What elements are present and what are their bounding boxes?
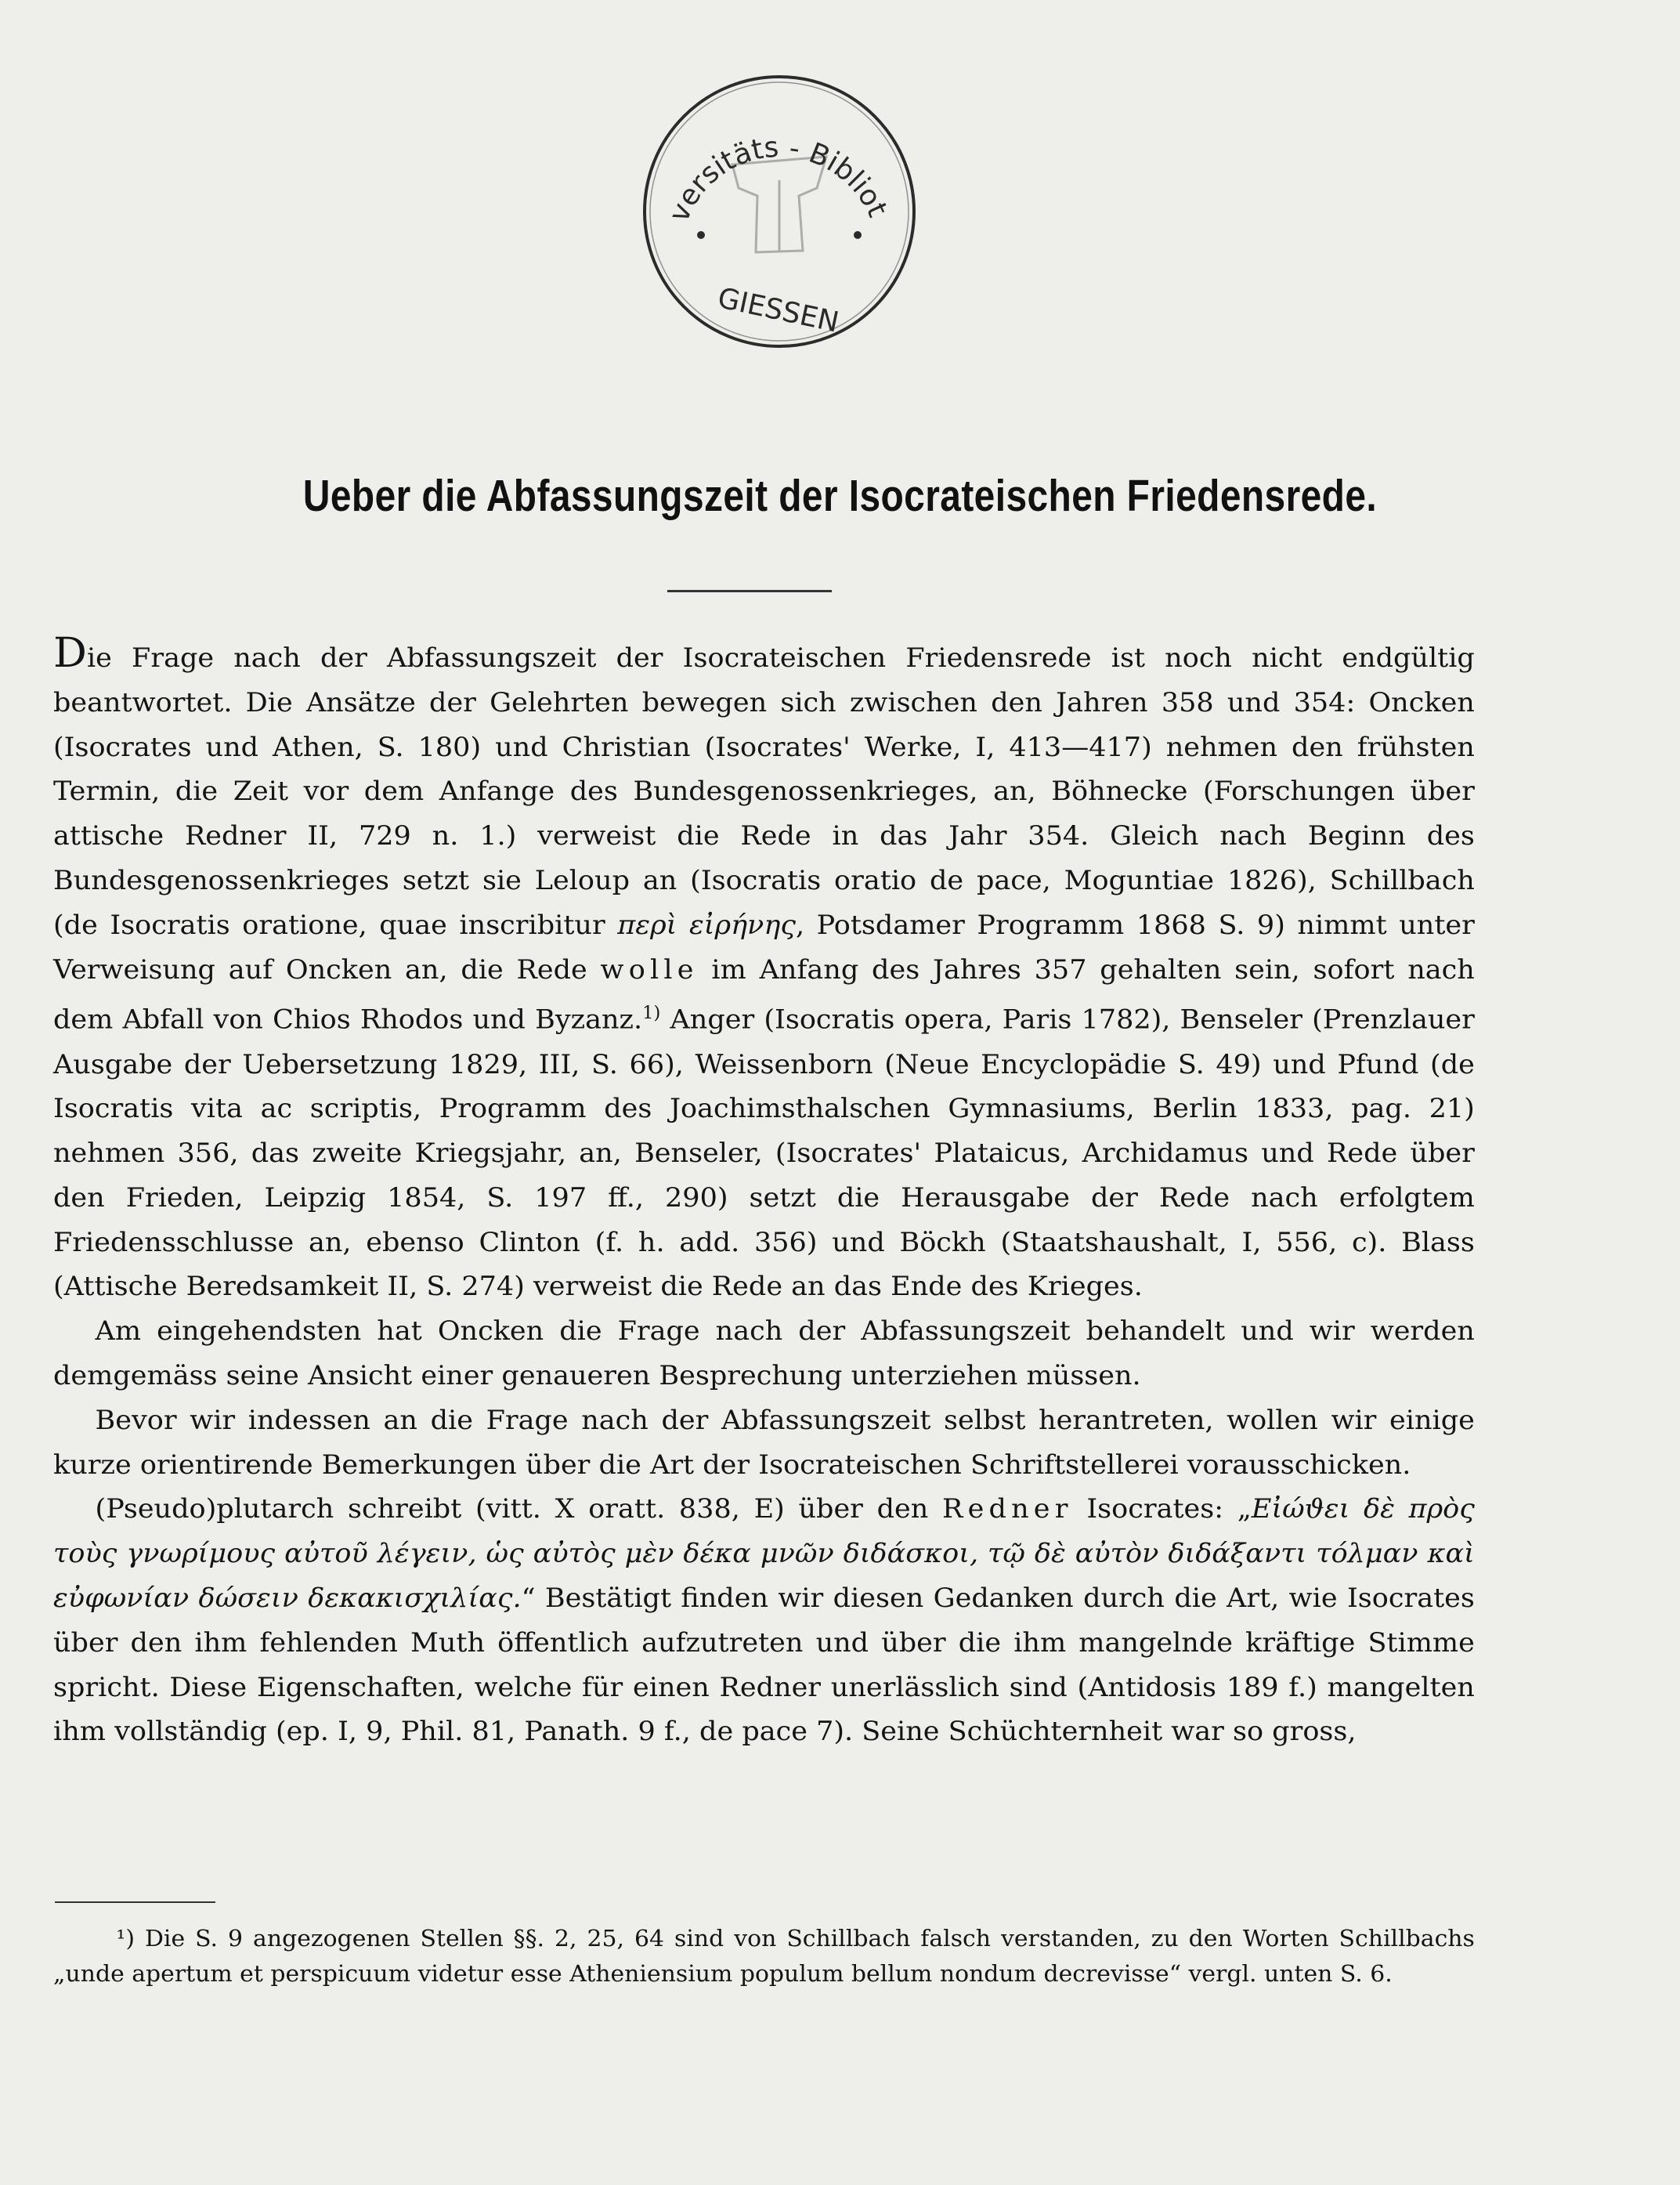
title-divider (667, 590, 832, 592)
text-run: (Pseudo)plutarch schreibt (vitt. X oratt. 838, E) über den (95, 1493, 929, 1525)
stamp-arc-text: versitäts - Bibliot (663, 131, 894, 227)
stamp-graphic (638, 71, 920, 353)
page-title: Ueber die Abfassungszeit der Isocrateischen Friedensrede. (302, 471, 1378, 521)
text-run: “ Bestätigt finden wir diesen Gedanken durch die Art, wie Isocrates über den ihm fehlenden Muth öffentlich aufzutreten und über die ihm mangelnde kräftige Stimme spricht. Diese Eigenschaften, welche für einen Redner unerlässlich sind (Antidosis 189 f.) mangelten ihm vollständig (ep. I, 9, Phil. 81, Panath. 9 f., de pace 7). Seine Schüchternheit war so gross, (53, 1583, 1475, 1748)
main-text (53, 630, 1475, 1754)
paragraph-1 (53, 630, 1475, 1309)
paragraph-2: Am eingehendsten hat Oncken die Frage nach der Abfassungszeit behandelt und wir werden demgemäss seine Ansicht einer genaueren Besprechung unterziehen müssen. (53, 1315, 1475, 1392)
stamp-emblem-icon (732, 157, 826, 252)
text-run: Isocrates: „ (1086, 1493, 1252, 1525)
spaced-word: wolle (600, 953, 699, 986)
text-run: im Anfang des Jahres 357 gehalten sein, sofort nach dem Abfall von Chios Rhodos und Byzanz. (53, 953, 1475, 1036)
footnote-divider (55, 1901, 215, 1903)
greek-text: περὶ εἰρήνης (617, 909, 796, 941)
dropcap: D (53, 630, 87, 677)
text-run: Anger (Isocratis opera, Paris 1782), Benseler (Prenzlauer Ausgabe der Uebersetzung 1829, III, S. 66), Weissenborn (Neue Encyclopädie S. 49) und Pfund (de Isocratis vita ac scriptis, Programm des Joachimsthalschen Gymnasiums, Berlin 1833, pag. 21) nehmen 356, das zweite Kriegsjahr, an, Benseler, (Isocrates' Plataicus, Archidamus und Rede über den Frieden, Leipzig 1854, S. 197 ff., 290) setzt die Herausgabe der Rede nach erfolgtem Friedensschlusse an, ebenso Clinton (f. h. add. 356) und Böckh (Staatshaushalt, I, 556, c). Blass (Attische Beredsamkeit II, S. 274) verweist die Rede an das Ende des Krieges. (53, 1004, 1475, 1303)
footnote (53, 1921, 1475, 1991)
library-stamp (638, 71, 920, 353)
footnote-text: Die S. 9 angezogenen Stellen §§. 2, 25, 64 sind von Schillbach falsch verstanden, zu den Worten Schillbachs „unde apertum et perspicuum videtur esse Atheniensium populum bellum nondum decrevisse“ vergl. unten S. 6. (53, 1925, 1475, 1987)
paragraph-3: Bevor wir indessen an die Frage nach der Abfassungszeit selbst herantreten, wollen wir einige kurze orientirende Bemerkungen über die Art der Isocrateischen Schriftstellerei vorausschicken. (53, 1404, 1475, 1481)
greek-quote: Εἰώϑει δὲ πρὸς τοὺς γνωρίμους αὐτοῦ λέγειν, ὡς αὐτὸς μὲν δέκα μνῶν διδάσκοι, τῷ δὲ αὐτὸν διδάξαντι τόλμαν καὶ εὐφωνίαν δώσειν δεκακισχιλίας. (53, 1493, 1475, 1615)
text-run: ie Frage nach der Abfassungszeit der Isocrateischen Friedensrede ist noch nicht endgültig beantwortet. Die Ansätze der Gelehrten bewegen sich zwischen den Jahren 358 und 354: Oncken (Isocrates und Athen, S. 180) und Christian (Isocrates' Werke, I, 413—417) nehmen den frühsten Termin, die Zeit vor dem Anfange des Bundesgenossenkrieges, an, Böhnecke (Forschungen über attische Redner II, 729 n. 1.) verweist die Rede in das Jahr 354. Gleich nach Beginn des Bundesgenossenkrieges setzt sie Leloup an (Isocratis oratio de pace, Moguntiae 1826), Schillbach (de Isocratis oratione, quae inscribitur (53, 642, 1475, 941)
spaced-word: Redner (942, 1493, 1073, 1525)
footnote-marker: ¹) (116, 1925, 135, 1952)
text-run: , Potsdamer Programm 1868 S. 9) nimmt unter Verweisung auf Oncken an, die Rede (53, 909, 1475, 986)
stamp-city-text: GIESSEN (714, 282, 842, 339)
paragraph-4 (53, 1487, 1475, 1754)
footnote-ref: 1) (642, 1004, 661, 1024)
